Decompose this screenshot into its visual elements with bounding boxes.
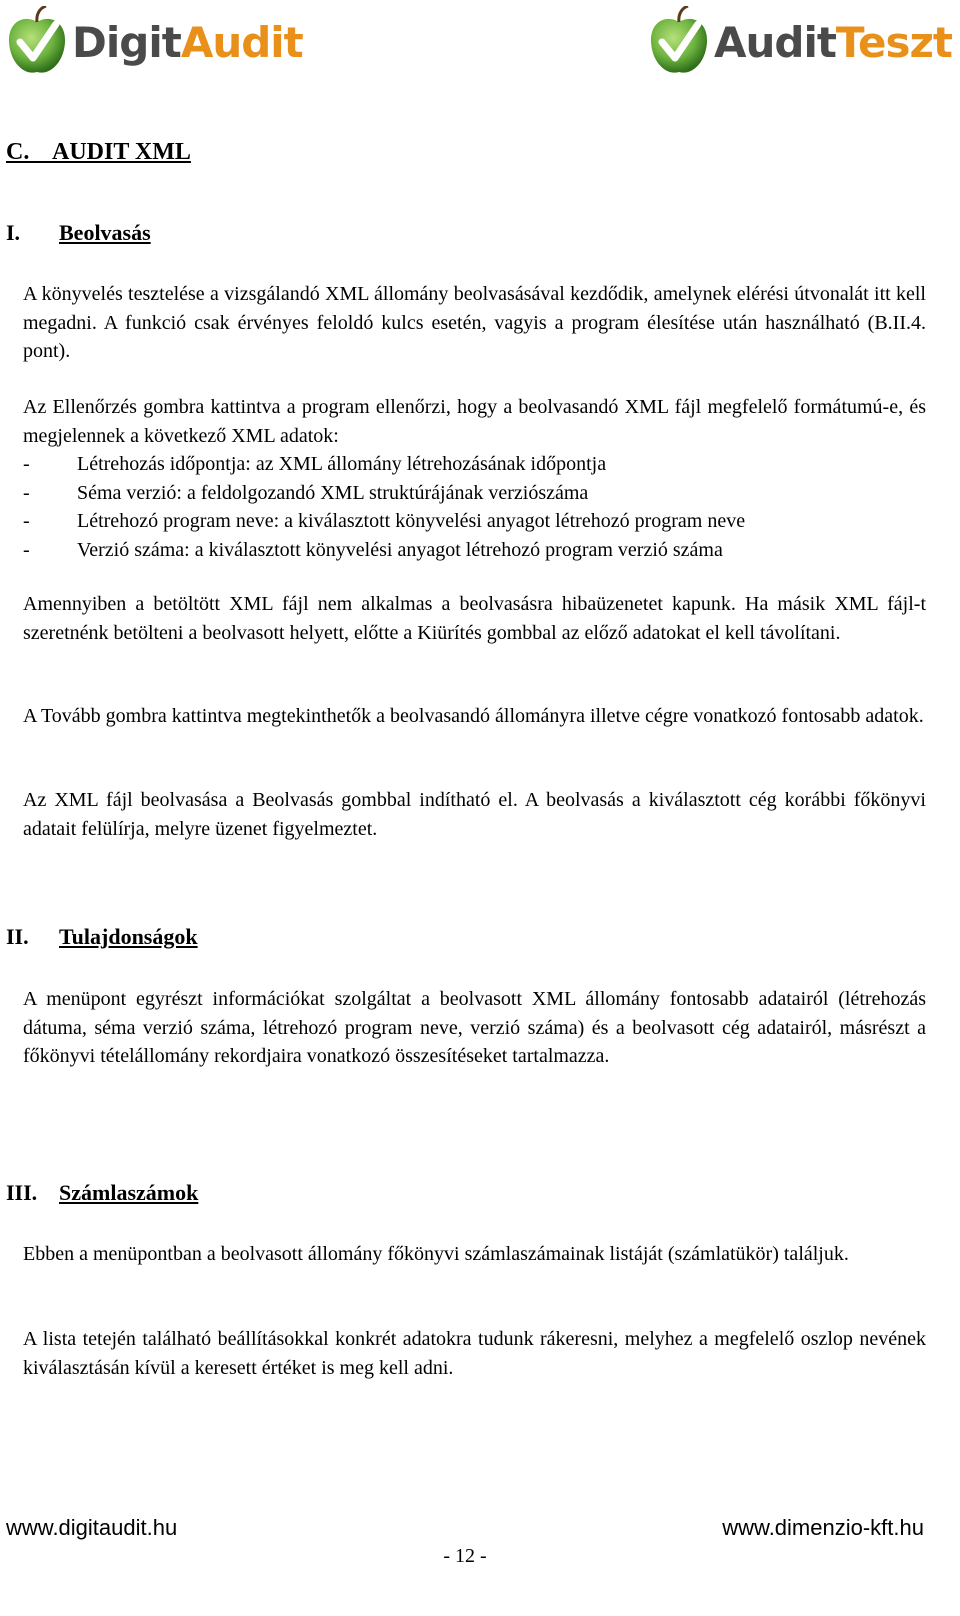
- footer-link-dimenzio[interactable]: www.dimenzio-kft.hu: [722, 1515, 924, 1540]
- section-heading-tulajdonsagok: [6, 924, 198, 950]
- section-number: III.: [6, 1180, 38, 1205]
- list-item: - Létrehozó program neve: a kiválasztott könyvelési anyagot létrehozó program neve: [23, 510, 746, 532]
- logo-text-digit: Digit: [72, 17, 181, 67]
- apple-check-icon: [648, 6, 710, 78]
- digitaudit-logo: [6, 6, 303, 78]
- auditteszt-logo: [648, 6, 952, 78]
- logo-text-audit: Audit: [180, 17, 303, 67]
- section-title: Tulajdonságok: [59, 924, 198, 949]
- page-title: C. AUDIT XML: [6, 139, 191, 165]
- section-title: Beolvasás: [59, 220, 151, 245]
- logo-text-audit: Audit: [713, 17, 836, 67]
- logo-text-teszt: Teszt: [835, 17, 952, 67]
- section-number: II.: [6, 924, 29, 949]
- paragraph: Amennyiben a betöltött XML fájl nem alkalmas a beolvasásra hibaüzenetet kapunk. Ha másik XML fájl-t szeretnénk betölteni a beolvasott helyett, előtte a Kiürítés gombbal az előző adatokat el kell távolítani.: [23, 593, 926, 644]
- paragraph: Az XML fájl beolvasása a Beolvasás gombbal indítható el. A beolvasás a kiválasztott cég korábbi főkönyvi adatait felülírja, melyre üzenet figyelmeztet.: [23, 789, 926, 840]
- list-item: - Verzió száma: a kiválasztott könyvelési anyagot létrehozó program verzió száma: [23, 538, 723, 561]
- page-number: - 12 -: [443, 1545, 487, 1567]
- list-item: - Létrehozás időpontja: az XML állomány létrehozásának időpontja: [23, 453, 607, 475]
- footer-link-digitaudit[interactable]: www.digitaudit.hu: [6, 1515, 178, 1540]
- section-title: Számlaszámok: [59, 1180, 199, 1205]
- paragraph: A könyvelés tesztelése a vizsgálandó XML állomány beolvasásával kezdődik, amelynek elérési útvonalát itt kell megadni. A funkció csak érvényes feloldó kulcs esetén, vagyis a program élesítése után használható (B.II.4. pont).: [23, 283, 926, 362]
- xml-data-list: [23, 450, 926, 564]
- paragraph: A menüpont egyrészt információkat szolgáltat a beolvasott XML állomány fontosabb adatairól (létrehozás dátuma, séma verzió száma, létrehozó program neve, verzió száma) és a beolvasott cég adatairól, másrészt a főkönyvi tételállomány rekordjaira vonatkozó összesítéseket tartalmazza.: [23, 988, 926, 1067]
- list-item: - Séma verzió: a feldolgozandó XML struktúrájának verziószáma: [23, 481, 589, 504]
- paragraph: A lista tetején található beállításokkal konkrét adatokra tudunk rákeresni, melyhez a megfelelő oszlop nevének kiválasztásán kívül a keresett értéket is meg kell adni.: [23, 1328, 926, 1379]
- page-header: [0, 0, 960, 90]
- paragraph: Ebben a menüpontban a beolvasott állomány főkönyvi számlaszámainak listáját (számlatükör) találjuk.: [23, 1243, 849, 1265]
- paragraph: A Tovább gombra kattintva megtekinthetők a beolvasandó állományra illetve cégre vonatkozó fontosabb adatok.: [23, 705, 924, 727]
- paragraph: Az Ellenőrzés gombra kattintva a program ellenőrzi, hogy a beolvasandó XML fájl megfelelő formátumú-e, és megjelennek a következő XML adatok:: [23, 396, 926, 447]
- section-heading-beolvasas: [6, 220, 151, 246]
- apple-check-icon: [6, 6, 68, 78]
- section-heading-szamlaszamok: [6, 1180, 198, 1206]
- section-number: I.: [6, 220, 21, 245]
